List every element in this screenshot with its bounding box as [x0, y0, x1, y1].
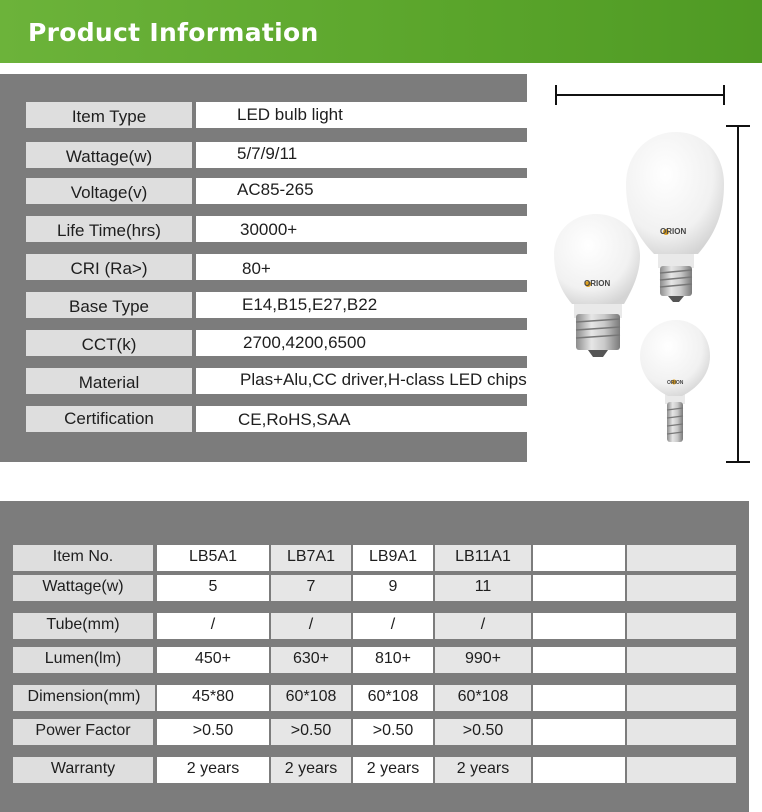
spec-value: [196, 368, 527, 394]
table-cell-empty: [627, 613, 736, 639]
brand-label-medium: ORION: [584, 279, 611, 288]
table-cell: [157, 545, 269, 571]
spec-label: Material: [26, 368, 192, 394]
table-cell: [271, 685, 351, 711]
spec-label: CCT(k): [26, 330, 192, 356]
spec-value: [196, 292, 527, 318]
spec-value: [196, 142, 527, 168]
table-cell: [157, 613, 269, 639]
cell-text: >0.50: [192, 722, 234, 739]
row-label-text: Dimension(mm): [27, 688, 141, 705]
page-title: Product Information: [28, 18, 319, 47]
spec-value-text: 2700,4200,6500: [243, 333, 366, 352]
cell-text: 60*108: [457, 688, 509, 705]
cell-text: >0.50: [462, 722, 504, 739]
cell-text: /: [390, 616, 396, 633]
cell-text: /: [210, 616, 216, 633]
brand-label-small: ORION: [667, 380, 684, 386]
spec-row: [26, 368, 527, 394]
table-cell: [271, 719, 351, 745]
row-label: [13, 757, 153, 783]
spec-row: [26, 292, 527, 318]
row-label-text: Tube(mm): [46, 616, 120, 633]
table-cell-empty: [627, 545, 736, 571]
table-cell-empty: [533, 719, 625, 745]
spec-label: Item Type: [26, 102, 192, 128]
table-cell-empty: [533, 685, 625, 711]
row-label-text: Lumen(lm): [44, 650, 122, 667]
spec-label: Life Time(hrs): [26, 216, 192, 242]
row-label-text: Power Factor: [35, 722, 131, 739]
table-row: [13, 685, 736, 711]
row-label-text: Wattage(w): [42, 578, 124, 595]
table-row: [13, 613, 736, 639]
spec-label: Base Type: [26, 292, 192, 318]
table-cell: [271, 757, 351, 783]
spec-value: [196, 330, 527, 356]
spec-value: [196, 406, 527, 432]
spec-row: [26, 216, 527, 242]
spec-label: CRI (Ra>): [26, 254, 192, 280]
spec-value-text: LED bulb light: [237, 105, 343, 124]
spec-row: [26, 406, 527, 432]
cell-text: 45*80: [192, 688, 234, 705]
bulb-large: [626, 132, 724, 302]
product-image: [540, 74, 762, 464]
row-label: [13, 545, 153, 571]
table-cell: [353, 575, 433, 601]
table-cell: [435, 613, 531, 639]
row-label: [13, 719, 153, 745]
table-cell: [435, 647, 531, 673]
spec-value-text: 30000+: [240, 220, 298, 239]
table-cell: [157, 685, 269, 711]
width-dimension-line: [556, 85, 724, 105]
row-label: [13, 575, 153, 601]
model-table: [0, 501, 749, 812]
table-cell-empty: [627, 685, 736, 711]
spec-row: [26, 178, 527, 204]
spec-value-text: 5/7/9/11: [237, 144, 298, 163]
height-dimension-line: [726, 126, 750, 463]
cell-text: 11: [474, 578, 492, 595]
table-cell: [353, 613, 433, 639]
table-cell: [353, 647, 433, 673]
table-cell-empty: [627, 647, 736, 673]
cell-text: LB9A1: [368, 548, 418, 565]
table-cell: [157, 719, 269, 745]
table-cell: [157, 647, 269, 673]
table-cell: [271, 647, 351, 673]
spec-value-text: AC85-265: [237, 180, 314, 199]
table-cell-empty: [533, 757, 625, 783]
row-label: [13, 647, 153, 673]
table-row: [13, 757, 736, 783]
table-row: [13, 545, 736, 571]
table-cell-empty: [627, 757, 736, 783]
spec-row: [26, 102, 527, 128]
cell-text: 2 years: [186, 760, 240, 777]
row-label-text: Warranty: [50, 760, 116, 777]
spec-row: [26, 142, 527, 168]
table-cell-empty: [533, 613, 625, 639]
table-cell-empty: [533, 575, 625, 601]
row-label: [13, 613, 153, 639]
table-cell-empty: [627, 719, 736, 745]
spec-row: [26, 254, 527, 280]
cell-text: /: [480, 616, 486, 633]
cell-text: 810+: [374, 650, 412, 667]
table-cell: [271, 545, 351, 571]
spec-value-text: CE,RoHS,SAA: [238, 410, 351, 429]
cell-text: 990+: [464, 650, 502, 667]
cell-text: /: [308, 616, 314, 633]
brand-label-large: ORION: [660, 227, 687, 236]
table-cell: [435, 575, 531, 601]
table-cell: [435, 685, 531, 711]
cell-text: 60*108: [367, 688, 419, 705]
spec-value: [196, 254, 527, 280]
cell-text: 5: [208, 578, 218, 595]
row-label-text: Item No.: [52, 548, 114, 565]
spec-value-text: Plas+Alu,CC driver,H-class LED chips: [240, 370, 527, 389]
cell-text: 60*108: [285, 688, 337, 705]
cell-text: 9: [388, 578, 398, 595]
cell-text: LB11A1: [455, 548, 511, 565]
table-cell: [157, 575, 269, 601]
table-cell: [353, 545, 433, 571]
table-cell-empty: [533, 545, 625, 571]
cell-text: 2 years: [456, 760, 510, 777]
table-cell: [435, 757, 531, 783]
spec-value: [196, 216, 527, 242]
cell-text: LB7A1: [286, 548, 336, 565]
bulb-illustration: [540, 74, 762, 464]
table-row: [13, 575, 736, 601]
table-cell: [353, 757, 433, 783]
table-row: [13, 719, 736, 745]
cell-text: LB5A1: [188, 548, 238, 565]
table-cell: [435, 545, 531, 571]
spec-value: [196, 102, 527, 128]
table-cell: [353, 685, 433, 711]
spec-label: Certification: [26, 406, 192, 432]
spec-label: Wattage(w): [26, 142, 192, 168]
header-banner: [0, 0, 762, 63]
cell-text: 2 years: [284, 760, 338, 777]
table-cell: [157, 757, 269, 783]
row-label: [13, 685, 155, 711]
cell-text: >0.50: [372, 722, 414, 739]
spec-panel: [0, 74, 527, 462]
table-cell-empty: [627, 575, 736, 601]
spec-value-text: E14,B15,E27,B22: [242, 295, 378, 314]
table-cell: [435, 719, 531, 745]
spec-label: Voltage(v): [26, 178, 192, 204]
table-cell: [353, 719, 433, 745]
spec-value-text: 80+: [242, 259, 271, 278]
table-cell-empty: [533, 647, 625, 673]
spec-value: [196, 178, 527, 204]
cell-text: 2 years: [366, 760, 420, 777]
table-cell: [271, 575, 351, 601]
cell-text: 630+: [292, 650, 330, 667]
cell-text: 450+: [194, 650, 232, 667]
cell-text: >0.50: [290, 722, 332, 739]
spec-row: [26, 330, 527, 356]
cell-text: 7: [306, 578, 316, 595]
table-cell: [271, 613, 351, 639]
table-row: [13, 647, 736, 673]
